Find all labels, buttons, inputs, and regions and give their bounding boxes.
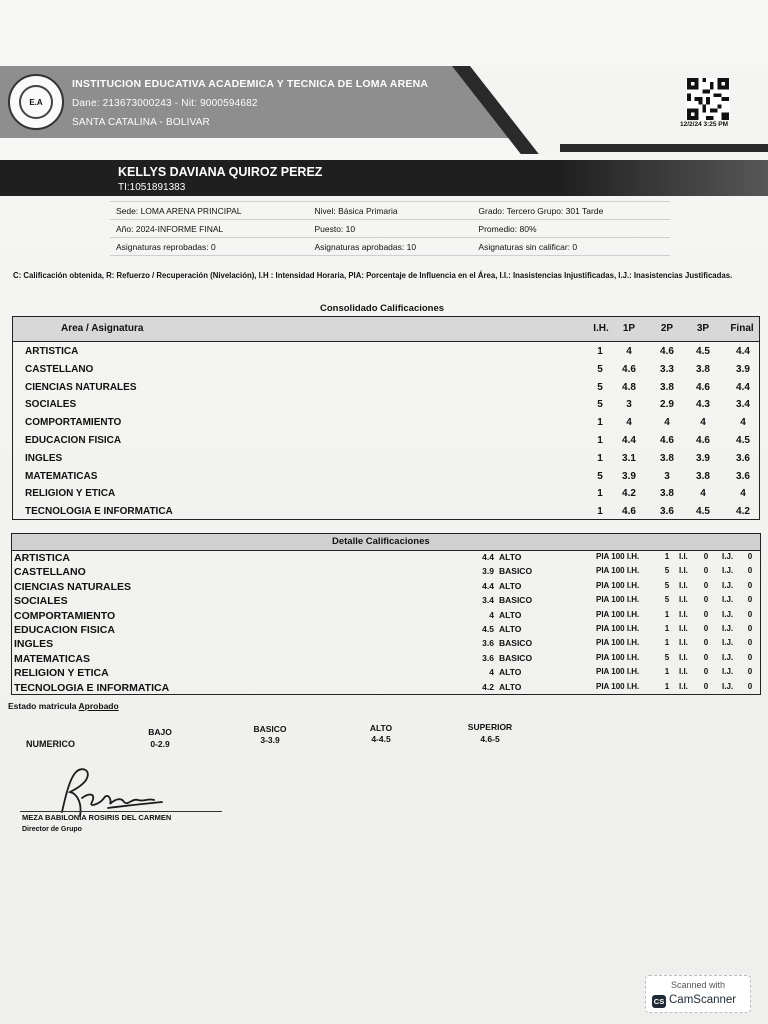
consolidado-row [13, 414, 759, 432]
ih-value: 5 [664, 580, 670, 590]
pia-label: PIA 100 I.H. [596, 652, 640, 662]
ih-value: 5 [664, 652, 670, 662]
ii-label: I.I. [679, 609, 688, 619]
ij-label: I.J. [722, 652, 734, 662]
detalle-table [11, 533, 761, 695]
info-grado: Grado: Tercero Grupo: 301 Tarde [472, 202, 670, 220]
signer-role: Director de Grupo [22, 826, 82, 833]
subject-score: 4 [489, 667, 494, 678]
pia-label: PIA 100 I.H. [596, 638, 640, 648]
subject-name: EDUCACION FISICA [25, 435, 122, 446]
grade-1p: 4.6 [622, 363, 636, 375]
grade-final: 4.5 [736, 435, 750, 446]
pia-label: PIA 100 I.H. [596, 566, 640, 576]
info-sin-calificar: Asignaturas sin calificar: 0 [472, 238, 670, 256]
ii-value: 0 [703, 624, 709, 633]
subject-ih: 1 [597, 506, 603, 518]
signature-line [20, 811, 222, 812]
subject-name: MATEMATICAS [14, 652, 91, 665]
ii-value: 0 [703, 638, 709, 648]
ij-label: I.J. [722, 552, 734, 561]
subject-name: COMPORTAMIENTO [25, 417, 122, 429]
consolidado-row [13, 450, 759, 468]
grade-3p: 4.3 [696, 399, 710, 411]
subject-name: TECNOLOGIA E INFORMATICA [25, 506, 173, 518]
subject-level: ALTO [499, 580, 522, 591]
ih-value: 1 [664, 667, 670, 677]
scale-level-range: 0-2.9 [150, 739, 170, 749]
subject-score: 3.4 [482, 595, 494, 606]
pia-label: PIA 100 I.H. [596, 552, 640, 561]
info-anio: Año: 2024-INFORME FINAL [110, 220, 308, 238]
institution-header [0, 66, 768, 154]
ii-value: 0 [703, 609, 709, 619]
consolidado-row [13, 396, 759, 414]
pia-label: PIA 100 I.H. [596, 624, 640, 633]
subject-name: SOCIALES [25, 399, 77, 411]
subject-level: ALTO [499, 609, 522, 620]
subject-name: EDUCACION FISICA [14, 624, 115, 636]
subject-level: ALTO [499, 624, 522, 634]
subject-name: COMPORTAMIENTO [14, 609, 116, 622]
detalle-row [12, 609, 760, 623]
grade-1p: 4.2 [622, 488, 636, 500]
subject-ih: 1 [597, 346, 603, 357]
scale-level-label: ALTO [369, 723, 393, 733]
consolidado-row [13, 468, 759, 486]
detalle-row [12, 666, 760, 680]
grade-1p: 4.6 [622, 506, 636, 518]
grade-3p: 4.5 [696, 346, 710, 357]
institution-city: SANTA CATALINA - BOLIVAR [72, 117, 210, 128]
subject-ih: 1 [597, 452, 603, 464]
student-info-grid [110, 201, 670, 256]
subject-score: 4.5 [482, 624, 494, 634]
grade-2p: 3.8 [660, 488, 674, 500]
subject-level: ALTO [499, 681, 522, 692]
scale-level-label: BAJO [148, 727, 172, 737]
logo-emblem: E.A [19, 85, 53, 119]
student-name: KELLYS DAVIANA QUIROZ PEREZ [118, 165, 323, 179]
grade-final: 4.2 [736, 506, 750, 518]
subject-name: CASTELLANO [25, 363, 94, 375]
detalle-header-row [12, 534, 760, 551]
detalle-row [12, 652, 760, 666]
subject-name: ARTISTICA [25, 346, 79, 357]
ii-label: I.I. [679, 624, 688, 633]
subject-name: INGLES [14, 638, 54, 651]
ij-label: I.J. [722, 580, 734, 590]
ij-value: 0 [747, 609, 753, 619]
institution-name: INSTITUCION EDUCATIVA ACADEMICA Y TECNICA DE LOMA ARENA [72, 78, 429, 90]
subject-score: 4 [489, 609, 494, 620]
enrollment-status-value: Aprobado [78, 701, 119, 711]
ij-value: 0 [747, 652, 753, 662]
grade-1p: 4 [626, 417, 632, 429]
info-aprobadas: Asignaturas aprobadas: 10 [308, 238, 472, 256]
grade-1p: 3.9 [622, 470, 636, 482]
grade-2p: 3.6 [660, 506, 674, 518]
ij-value: 0 [747, 667, 753, 677]
consolidado-row [13, 503, 759, 521]
signer-name: MEZA BABILONIA ROSIRIS DEL CARMEN [22, 813, 172, 822]
info-puesto: Puesto: 10 [308, 220, 472, 238]
grade-2p: 4 [664, 417, 670, 429]
scale-level-range: 4-4.5 [371, 734, 391, 744]
subject-level: BASICO [499, 566, 533, 577]
grade-1p: 4 [626, 346, 632, 357]
ij-label: I.J. [722, 595, 734, 605]
subject-ih: 1 [597, 488, 603, 500]
pia-label: PIA 100 I.H. [596, 595, 640, 605]
camscanner-brand: CamScanner [669, 994, 737, 1006]
subject-score: 3.9 [482, 566, 494, 577]
grade-3p: 4 [700, 488, 706, 500]
grade-final: 4 [740, 417, 746, 429]
info-promedio: Promedio: 80% [472, 220, 670, 238]
subject-ih: 5 [597, 381, 603, 393]
ii-label: I.I. [679, 552, 688, 561]
consolidado-title: Consolidado Calificaciones [320, 303, 445, 314]
ii-label: I.I. [679, 595, 688, 605]
detalle-row [12, 681, 760, 695]
ij-label: I.J. [722, 681, 734, 691]
detalle-row [12, 594, 760, 608]
grade-2p: 4.6 [660, 346, 674, 357]
grade-2p: 3.8 [660, 381, 674, 393]
grade-3p: 4.6 [696, 381, 710, 393]
ii-label: I.I. [679, 667, 688, 677]
subject-level: BASICO [499, 595, 533, 606]
grade-final: 4.4 [736, 381, 750, 393]
header-1p: 1P [622, 323, 636, 334]
consolidado-row [13, 432, 759, 450]
qr-timestamp: 12/2/24 3:25 PM [680, 121, 729, 128]
subject-name: SOCIALES [14, 595, 68, 608]
camscanner-logo-icon: CS [653, 997, 665, 1006]
subject-score: 4.4 [482, 580, 494, 591]
ii-label: I.I. [679, 580, 688, 590]
grade-1p: 4.8 [622, 381, 636, 393]
grade-2p: 4.6 [660, 435, 674, 446]
ii-value: 0 [703, 667, 709, 677]
ij-label: I.J. [722, 624, 734, 633]
detalle-row [12, 623, 760, 637]
scale-level-range: 3-3.9 [260, 735, 280, 745]
ij-value: 0 [747, 566, 753, 576]
ij-value: 0 [747, 580, 753, 590]
ih-value: 1 [664, 681, 670, 691]
subject-name: RELIGION Y ETICA [14, 667, 109, 680]
enrollment-status-label: Estado matricula [8, 701, 77, 711]
detalle-title: Detalle Calificaciones [332, 536, 430, 547]
ih-value: 1 [664, 552, 670, 561]
abbreviation-legend: C: Calificación obtenida, R: Refuerzo / Recuperación (Nivelación), I.H : Intensidad Horaria, PIA: Porcentaje de Influencia en el Área, I.I.: Inasistencias Injustificadas, I.J.: Inasistencias Justificadas. [13, 271, 733, 280]
camscanner-watermark [645, 975, 751, 1013]
ij-value: 0 [747, 624, 753, 633]
ii-label: I.I. [679, 638, 688, 648]
subject-name: RELIGION Y ETICA [25, 488, 116, 500]
grade-2p: 2.9 [660, 399, 674, 411]
ij-value: 0 [747, 681, 753, 691]
ij-label: I.J. [722, 638, 734, 648]
header-area: Area / Asignatura [61, 323, 144, 334]
ih-value: 1 [664, 609, 670, 619]
header-bottom-stripe [560, 144, 768, 152]
ii-value: 0 [703, 552, 709, 561]
subject-score: 3.6 [482, 638, 494, 649]
consolidado-row [13, 485, 759, 503]
grade-3p: 4 [700, 417, 706, 429]
scale-numerico-label: NUMERICO [26, 739, 75, 749]
consolidado-row [13, 343, 759, 361]
ih-value: 1 [664, 638, 670, 648]
grade-final: 4 [740, 488, 746, 500]
subject-ih: 1 [597, 435, 603, 446]
qr-code-icon [686, 78, 730, 120]
detalle-row [12, 580, 760, 594]
subject-score: 3.6 [482, 652, 494, 663]
pia-label: PIA 100 I.H. [596, 609, 640, 619]
ij-value: 0 [747, 595, 753, 605]
subject-ih: 5 [597, 470, 603, 482]
subject-ih: 1 [597, 417, 603, 429]
grade-final: 3.9 [736, 363, 750, 375]
subject-name: TECNOLOGIA E INFORMATICA [14, 681, 170, 694]
scale-level-label: SUPERIOR [467, 722, 513, 732]
header-3p: 3P [696, 323, 710, 334]
pia-label: PIA 100 I.H. [596, 580, 640, 590]
detalle-row [12, 637, 760, 651]
subject-score: 4.4 [482, 552, 494, 562]
grade-3p: 4.5 [696, 506, 710, 518]
subject-level: BASICO [499, 638, 533, 649]
detalle-row [12, 551, 760, 565]
info-reprobadas: Asignaturas reprobadas: 0 [110, 238, 308, 256]
ih-value: 5 [664, 595, 670, 605]
institution-dane-nit: Dane: 213673000243 - Nit: 9000594682 [72, 98, 258, 109]
ii-label: I.I. [679, 652, 688, 662]
pia-label: PIA 100 I.H. [596, 667, 640, 677]
subject-name: ARTISTICA [14, 552, 70, 564]
grade-final: 3.4 [736, 399, 750, 411]
ij-label: I.J. [722, 566, 734, 576]
scale-level-range: 4.6-5 [480, 734, 500, 744]
pia-label: PIA 100 I.H. [596, 681, 640, 691]
subject-name: CASTELLANO [14, 566, 86, 579]
grade-3p: 4.6 [696, 435, 710, 446]
subject-name: CIENCIAS NATURALES [25, 381, 137, 393]
header-ih: I.H. [593, 323, 609, 334]
grade-1p: 3 [626, 399, 632, 411]
detalle-row [12, 565, 760, 579]
consolidado-row [13, 379, 759, 397]
ii-label: I.I. [679, 566, 688, 576]
subject-name: MATEMATICAS [25, 470, 98, 482]
enrollment-status [8, 701, 119, 711]
grade-final: 3.6 [736, 452, 750, 464]
info-sede: Sede: LOMA ARENA PRINCIPAL [110, 202, 308, 220]
student-id: TI:1051891383 [118, 182, 186, 193]
header-final: Final [730, 323, 754, 334]
subject-ih: 5 [597, 363, 603, 375]
student-band [0, 160, 768, 196]
ii-value: 0 [703, 566, 709, 576]
ih-value: 1 [664, 624, 670, 633]
ii-value: 0 [703, 595, 709, 605]
subject-level: ALTO [499, 552, 522, 562]
ii-value: 0 [703, 580, 709, 590]
subject-level: ALTO [499, 667, 522, 678]
ij-value: 0 [747, 552, 753, 561]
grade-3p: 3.9 [696, 452, 710, 464]
grade-2p: 3 [664, 470, 670, 482]
subject-ih: 5 [597, 399, 603, 411]
scanned-with-text: Scanned with [670, 980, 726, 990]
consolidado-header-row [13, 317, 759, 342]
ij-label: I.J. [722, 667, 734, 677]
grade-final: 3.6 [736, 470, 750, 482]
scale-level-label: BASICO [253, 724, 287, 734]
ii-label: I.I. [679, 681, 688, 691]
consolidado-row [13, 361, 759, 379]
institution-logo [8, 74, 64, 130]
grade-1p: 4.4 [622, 435, 636, 446]
grade-1p: 3.1 [622, 452, 636, 464]
subject-name: CIENCIAS NATURALES [14, 580, 132, 593]
student-band-fade [560, 160, 768, 196]
subject-name: INGLES [25, 452, 63, 464]
ih-value: 5 [664, 566, 670, 576]
ii-value: 0 [703, 652, 709, 662]
grade-3p: 3.8 [696, 363, 710, 375]
grade-3p: 3.8 [696, 470, 710, 482]
grade-2p: 3.3 [660, 363, 674, 375]
consolidado-table [12, 316, 760, 520]
ii-value: 0 [703, 681, 709, 691]
grade-final: 4.4 [736, 346, 750, 357]
ij-label: I.J. [722, 609, 734, 619]
ij-value: 0 [747, 638, 753, 648]
subject-score: 4.2 [482, 681, 494, 692]
grade-2p: 3.8 [660, 452, 674, 464]
header-2p: 2P [660, 323, 674, 334]
info-nivel: Nivel: Básica Primaria [308, 202, 472, 220]
subject-level: BASICO [499, 652, 533, 663]
